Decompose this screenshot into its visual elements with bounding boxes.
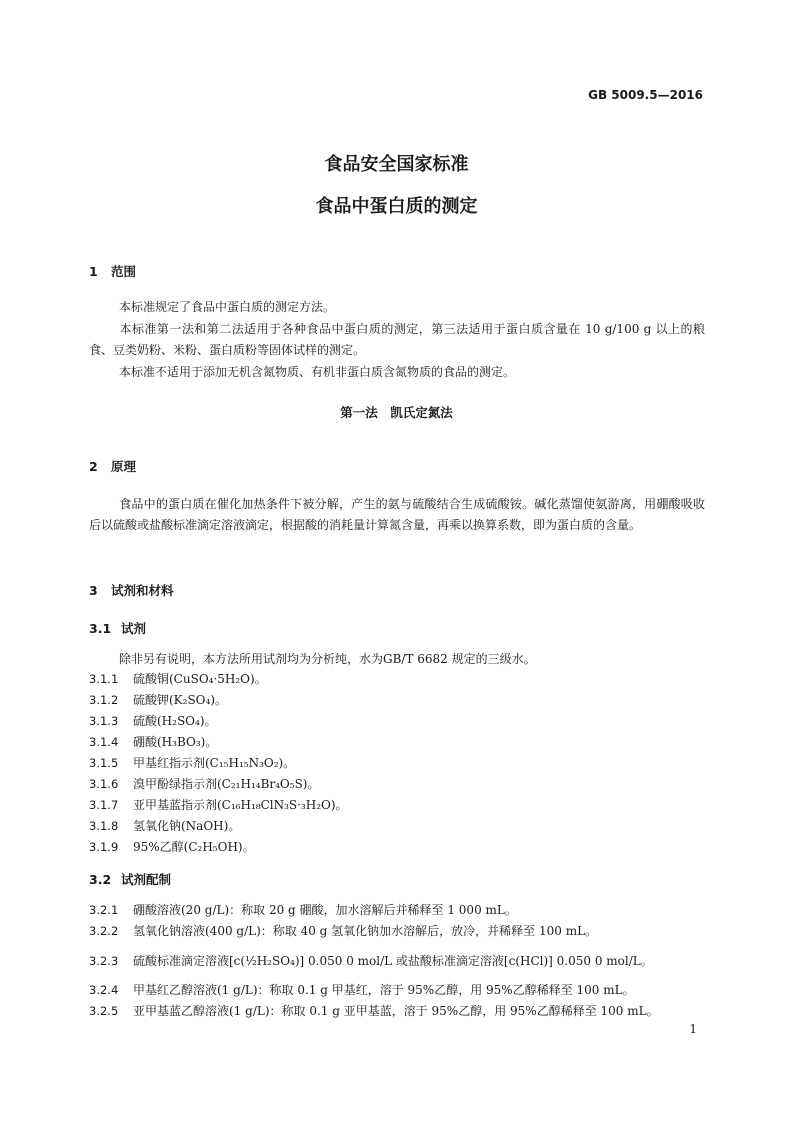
section-title: 试剂和材料 <box>111 583 174 598</box>
item-text: 甲基红乙醇溶液(1 g/L)：称取 0.1 g 甲基红，溶于 95%乙醇，用 95%乙醇稀释至 100 mL。 <box>133 983 635 997</box>
item-number: 3.2.2 <box>89 924 119 938</box>
section-title: 试剂 <box>121 621 147 636</box>
reagent-item <box>89 669 267 689</box>
section-2-heading <box>89 457 136 475</box>
item-text: 硼酸溶液(20 g/L)：称取 20 g 硼酸，加水溶解后并稀释至 1 000 mL。 <box>133 903 517 917</box>
item-number: 3.1.2 <box>89 693 119 707</box>
item-number: 3.2.3 <box>89 954 119 968</box>
section-number: 2 <box>89 459 98 474</box>
item-number: 3.1.7 <box>89 798 119 812</box>
item-text: 硼酸(H₃BO₃)。 <box>133 735 218 749</box>
section-3-2-heading <box>89 870 171 888</box>
section-title: 试剂配制 <box>121 872 172 887</box>
scope-paragraph-1 <box>89 297 705 318</box>
item-text: 硫酸(H₂SO₄)。 <box>133 714 217 728</box>
item-number: 3.2.5 <box>89 1004 119 1018</box>
standard-number: GB 5009.5—2016 <box>588 88 703 102</box>
preparation-item <box>89 921 597 941</box>
section-title: 范围 <box>111 264 137 279</box>
principle-paragraph <box>89 494 705 536</box>
item-text: 硫酸铜(CuSO₄·5H₂O)。 <box>133 672 267 686</box>
item-text: 亚甲基蓝指示剂(C₁₆H₁₈ClN₃S·₃H₂O)。 <box>133 798 348 812</box>
item-text: 甲基红指示剂(C₁₅H₁₅N₃O₂)。 <box>133 756 296 770</box>
item-number: 3.1.9 <box>89 840 119 854</box>
paragraph-text: 食品中的蛋白质在催化加热条件下被分解，产生的氨与硫酸结合生成硫酸铵。碱化蒸馏使氨游离，用硼酸吸收后以硫酸或盐酸标准滴定溶液滴定，根据酸的消耗量计算氮含量，再乘以换算系数，即为蛋白质的含量。 <box>89 497 705 532</box>
section-number: 1 <box>89 264 98 279</box>
section-number: 3.1 <box>89 621 112 636</box>
reagent-item <box>89 690 227 710</box>
reagent-intro <box>89 649 705 670</box>
item-text: 氢氧化钠(NaOH)。 <box>133 819 241 833</box>
preparation-item <box>89 951 653 971</box>
section-3-1-heading <box>89 619 146 637</box>
item-number: 3.1.1 <box>89 672 119 686</box>
paragraph-text: 本标准不适用于添加无机含氮物质、有机非蛋白质含氮物质的食品的测定。 <box>119 365 516 379</box>
method-1-heading: 第一法 凯氏定氮法 <box>340 405 453 420</box>
preparation-item <box>89 900 517 920</box>
document-title-line1: 食品安全国家标准 <box>324 154 469 175</box>
paragraph-text: 除非另有说明，本方法所用试剂均为分析纯，水为GB/T 6682 规定的三级水。 <box>119 652 536 666</box>
item-number: 3.1.6 <box>89 777 119 791</box>
section-3-heading <box>89 581 174 599</box>
preparation-item <box>89 980 635 1000</box>
paragraph-text: 本标准规定了食品中蛋白质的测定方法。 <box>119 300 336 314</box>
paragraph-text: 本标准第一法和第二法适用于各种食品中蛋白质的测定，第三法适用于蛋白质含量在 10 g/100 g 以上的粮食、豆类奶粉、米粉、蛋白质粉等固体试样的测定。 <box>89 322 705 357</box>
reagent-item <box>89 711 217 731</box>
item-number: 3.1.4 <box>89 735 119 749</box>
scope-paragraph-3 <box>89 362 705 383</box>
item-number: 3.2.4 <box>89 983 119 997</box>
item-number: 3.1.5 <box>89 756 119 770</box>
item-text: 硫酸钾(K₂SO₄)。 <box>133 693 228 707</box>
reagent-item <box>89 816 240 836</box>
section-number: 3 <box>89 583 98 598</box>
item-number: 3.2.1 <box>89 903 119 917</box>
section-title: 原理 <box>111 459 137 474</box>
reagent-item <box>89 795 348 815</box>
document-title-line2: 食品中蛋白质的测定 <box>315 196 478 217</box>
item-number: 3.1.3 <box>89 714 119 728</box>
item-text: 溴甲酚绿指示剂(C₂₁H₁₄Br₄O₅S)。 <box>133 777 320 791</box>
reagent-item <box>89 774 320 794</box>
preparation-item <box>89 1001 659 1021</box>
reagent-item <box>89 837 255 857</box>
reagent-item <box>89 753 295 773</box>
scope-paragraph-2 <box>89 319 705 361</box>
item-text: 氢氧化钠溶液(400 g/L)：称取 40 g 氢氧化钠加水溶解后，放冷，并稀释至 100 mL。 <box>133 924 598 938</box>
item-text: 亚甲基蓝乙醇溶液(1 g/L)：称取 0.1 g 亚甲基蓝，溶于 95%乙醇，用 95%乙醇稀释至 100 mL。 <box>133 1004 659 1018</box>
section-1-heading <box>89 262 136 280</box>
page-number: 1 <box>689 1022 697 1036</box>
section-number: 3.2 <box>89 872 112 887</box>
reagent-item <box>89 732 217 752</box>
item-text: 硫酸标准滴定溶液[c(½H₂SO₄)] 0.050 0 mol/L 或盐酸标准滴定溶液[c(HCl)] 0.050 0 mol/L。 <box>133 954 653 968</box>
item-text: 95%乙醇(C₂H₅OH)。 <box>133 840 255 854</box>
item-number: 3.1.8 <box>89 819 119 833</box>
